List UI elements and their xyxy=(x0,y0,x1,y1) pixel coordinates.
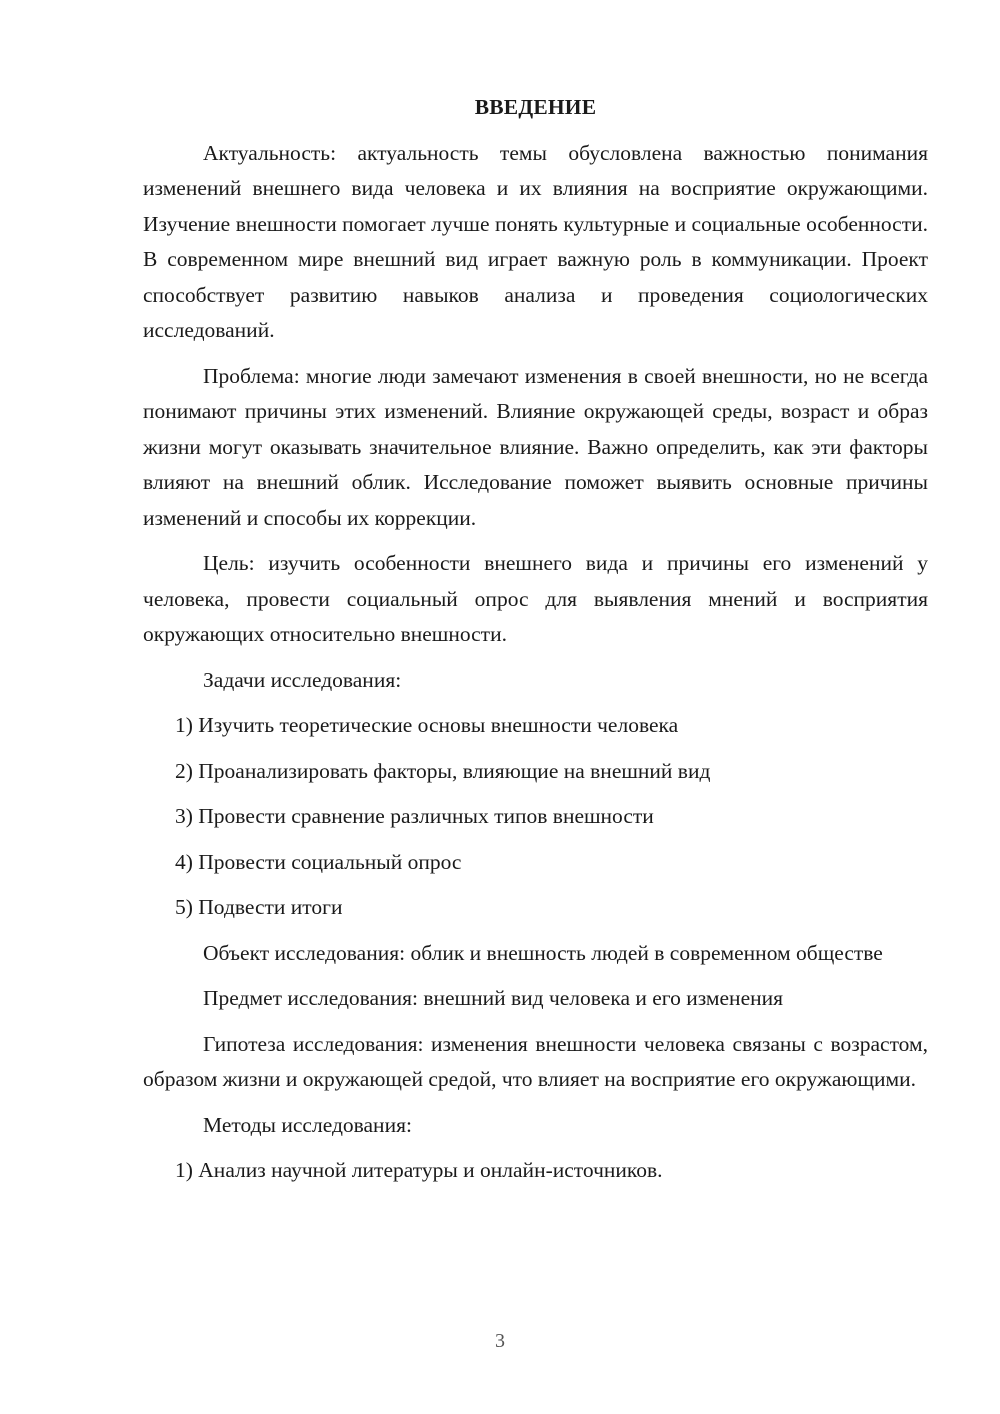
methods-heading: Методы исследования: xyxy=(203,1112,412,1137)
task-item: 1) Изучить теоретические основы внешности человека xyxy=(175,713,679,737)
page-title: ВВЕДЕНИЕ xyxy=(474,95,597,119)
object-paragraph: Объект исследования: облик и внешность людей в современном обществе xyxy=(203,940,883,965)
hypothesis-paragraph: Гипотеза исследования: изменения внешности человека связаны с возрастом, образом жизни и окружающей средой, что влияет на восприятие его окружающими. xyxy=(143,1031,928,1091)
task-item: 3) Провести сравнение различных типов внешности xyxy=(175,804,654,828)
page-number: 3 xyxy=(495,1330,505,1352)
relevance-paragraph: Актуальность: актуальность темы обусловлена важностью понимания изменений внешнего вида человека и их влияния на восприятие окружающими. Изучение внешности помогает лучше понять культурные и социальные особенности. В современном мире внешний вид играет важную роль в коммуникации. Проект способствует развитию навыков анализа и проведения социологических исследований. xyxy=(143,140,928,342)
task-item: 4) Провести социальный опрос xyxy=(175,849,462,874)
task-item: 2) Проанализировать факторы, влияющие на внешний вид xyxy=(175,758,711,783)
method-item: 1) Анализ научной литературы и онлайн-источников. xyxy=(175,1158,663,1182)
goal-paragraph: Цель: изучить особенности внешнего вида и причины его изменений у человека, провести социальный опрос для выявления мнений и восприятия окружающих относительно внешности. xyxy=(143,551,928,646)
subject-paragraph: Предмет исследования: внешний вид человека и его изменения xyxy=(203,986,784,1010)
task-item: 5) Подвести итоги xyxy=(175,895,343,919)
tasks-heading: Задачи исследования: xyxy=(203,667,402,692)
problem-paragraph: Проблема: многие люди замечают изменения в своей внешности, но не всегда понимают причины этих изменений. Влияние окружающей среды, возраст и образ жизни могут оказывать значительное влияние. Важно определить, как эти факторы влияют на внешний облик. Исследование поможет выявить основные причины изменений и способы их коррекции. xyxy=(143,363,928,530)
document-page xyxy=(143,90,928,1199)
